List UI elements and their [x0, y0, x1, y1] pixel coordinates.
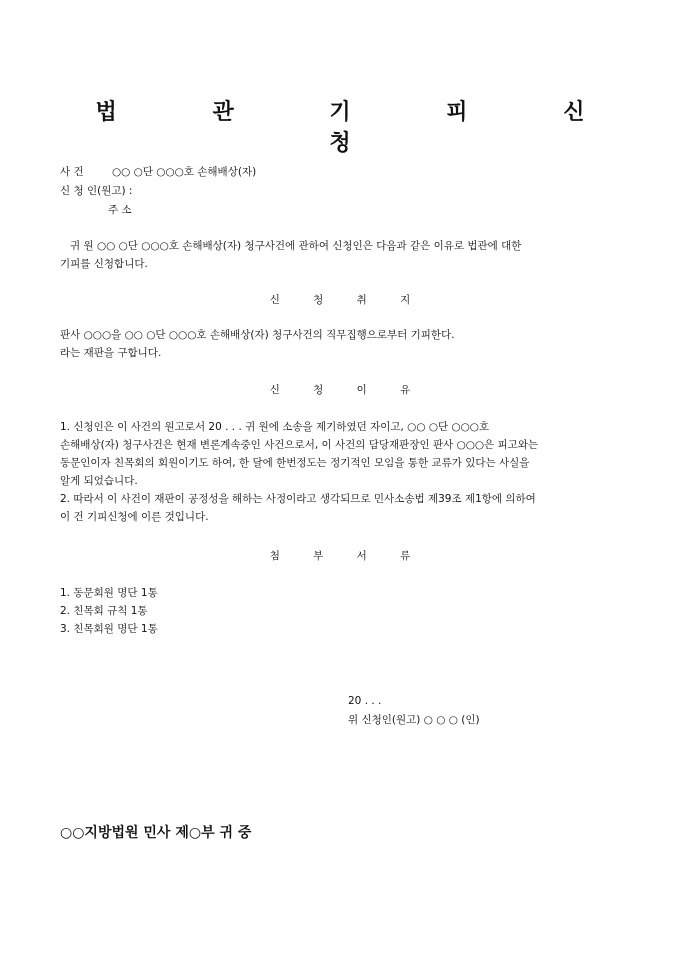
signature-date: 20 . . .: [348, 695, 382, 707]
address-label: 주 소: [108, 204, 132, 216]
reasons-line: 이 건 기피신청에 이른 것입니다.: [60, 511, 209, 523]
reasons-line: 알게 되었습니다.: [60, 475, 138, 487]
signature-signer: 위 신청인(원고) ○ ○ ○ (인): [348, 714, 480, 726]
purpose-paragraph: [60, 326, 622, 362]
reasons-paragraph: [60, 418, 622, 526]
reasons-heading: 신 청 이 유: [269, 384, 426, 396]
attachment-item: 2. 친목회 규칙 1통: [60, 605, 148, 617]
reasons-line: 2. 따라서 이 사건이 재판이 공정성을 해하는 사정이라고 생각되므로 민사소송법 제39조 제1항에 의하여: [60, 493, 536, 505]
attachment-item: 3. 친목회원 명단 1통: [60, 623, 158, 635]
attachments-heading: 첨 부 서 류: [269, 550, 426, 562]
attachment-item: 1. 동문회원 명단 1통: [60, 587, 158, 599]
intro-paragraph: [60, 237, 622, 273]
purpose-line-2: 라는 재판을 구합니다.: [60, 347, 162, 359]
reasons-line: 동문인이자 친목회의 회원이기도 하여, 한 달에 한번정도는 정기적인 모임을 통한 교류가 있다는 사실을: [60, 457, 530, 469]
court-addressee: ○○지방법원 민사 제○부 귀 중: [60, 825, 252, 841]
reasons-line: 1. 신청인은 이 사건의 원고로서 20 . . . 귀 원에 소송을 제기하였던 자이고, ○○ ○단 ○○○호: [60, 421, 490, 433]
document-title: 법 관 기 피 신 청: [95, 100, 629, 156]
purpose-heading: 신 청 취 지: [269, 294, 426, 306]
case-label: 사 건: [60, 166, 84, 178]
applicant-label: 신 청 인(원고) :: [60, 185, 133, 197]
attachments-list: [60, 584, 622, 638]
intro-line-2: 기피를 신청합니다.: [60, 258, 148, 270]
reasons-line: 손해배상(자) 청구사건은 현재 변론계속중인 사건으로서, 이 사건의 담당재판장인 판사 ○○○은 피고와는: [60, 439, 539, 451]
case-value: ○○ ○단 ○○○호 손해배상(자): [112, 166, 257, 178]
purpose-line-1: 판사 ○○○을 ○○ ○단 ○○○호 손해배상(자) 청구사건의 직무집행으로부터 기피한다.: [60, 329, 455, 341]
intro-line-1: 귀 원 ○○ ○단 ○○○호 손해배상(자) 청구사건에 관하여 신청인은 다음과 같은 이유로 법관에 대한: [70, 240, 522, 252]
